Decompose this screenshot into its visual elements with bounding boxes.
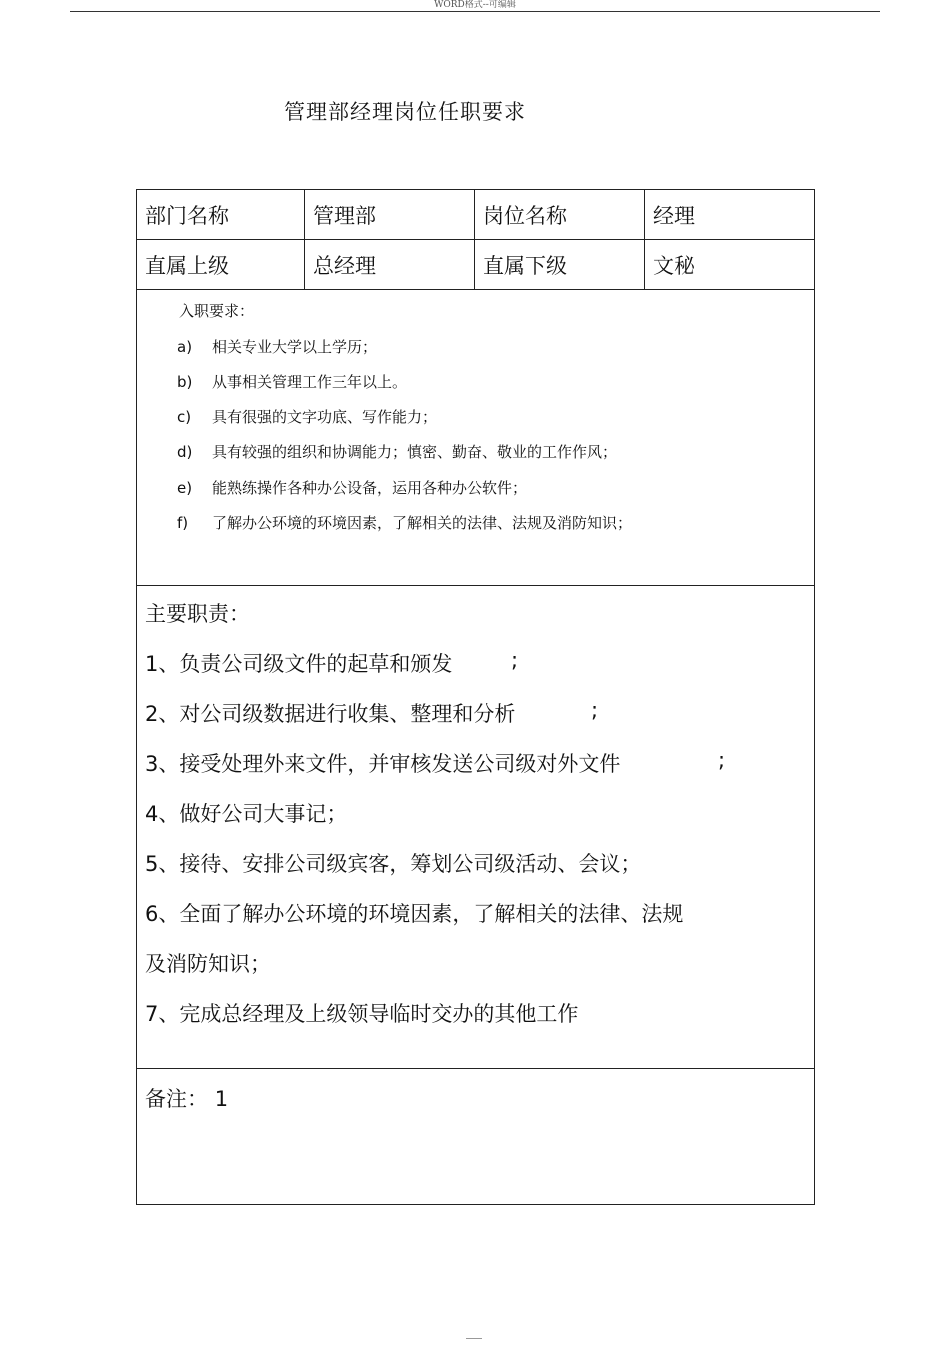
duty-item: 4、做好公司大事记； — [145, 802, 348, 826]
direct-superior-value: 总经理 — [305, 240, 475, 290]
duty-semicolon: ; — [718, 748, 726, 772]
requirements-row — [137, 290, 815, 586]
list-item-text: 了解办公环境的环境因素，了解相关的法律、法规及消防知识； — [212, 514, 633, 532]
list-item — [177, 406, 437, 427]
direct-superior-label: 直属上级 — [137, 240, 305, 290]
footer-mark — [466, 1338, 482, 1339]
position-name-value: 经理 — [645, 190, 815, 240]
notes-value: 1 — [214, 1087, 229, 1111]
dept-name-label: 部门名称 — [137, 190, 305, 240]
list-item-text: 能熟练操作各种办公设备，运用各种办公软件； — [212, 479, 528, 497]
list-marker: d) — [177, 443, 193, 461]
requirements-heading: 入职要求： — [179, 302, 255, 320]
position-name-label: 岗位名称 — [475, 190, 645, 240]
duty-item: 5、接待、安排公司级宾客，筹划公司级活动、会议； — [145, 852, 642, 876]
header-rule — [70, 11, 880, 12]
list-item — [177, 512, 632, 533]
list-item-text: 从事相关管理工作三年以上。 — [212, 373, 408, 391]
direct-subordinate-value: 文秘 — [645, 240, 815, 290]
duties-heading: 主要职责： — [145, 602, 250, 626]
duty-item: 3、接受处理外来文件，并审核发送公司级对外文件 — [145, 752, 621, 776]
notes-label: 备注： — [145, 1087, 208, 1111]
table-row — [137, 240, 815, 290]
duty-semicolon: ; — [511, 648, 519, 672]
dept-name-value: 管理部 — [305, 190, 475, 240]
list-marker: c) — [177, 408, 192, 426]
list-item-text: 具有较强的组织和协调能力；慎密、勤奋、敬业的工作作风； — [212, 443, 618, 461]
document-title: 管理部经理岗位任职要求 — [284, 100, 526, 124]
duty-item: 1、负责公司级文件的起草和颁发 — [145, 652, 453, 676]
duty-item-continued: 及消防知识； — [145, 952, 271, 976]
notes-cell — [137, 1069, 815, 1205]
duties-row — [137, 586, 815, 1069]
duty-item: 6、全面了解办公环境的环境因素，了解相关的法律、法规 — [145, 902, 684, 926]
page-header-text: WORD格式--可编辑 — [434, 0, 516, 10]
list-item-text: 相关专业大学以上学历； — [212, 338, 378, 356]
duties-cell — [137, 586, 815, 1069]
duty-item: 7、完成总经理及上级领导临时交办的其他工作 — [145, 1002, 579, 1026]
table-row — [137, 190, 815, 240]
list-marker: f) — [177, 514, 189, 532]
notes-line — [145, 1083, 228, 1113]
duty-item: 2、对公司级数据进行收集、整理和分析 — [145, 702, 516, 726]
notes-row — [137, 1069, 815, 1205]
list-marker: b) — [177, 373, 193, 391]
duty-semicolon: ; — [591, 698, 599, 722]
job-requirements-table — [136, 189, 815, 1205]
list-item — [177, 336, 377, 357]
requirements-cell — [137, 290, 815, 586]
list-item — [177, 477, 527, 498]
list-item-text: 具有很强的文字功底、写作能力； — [212, 408, 438, 426]
list-item — [177, 441, 617, 462]
list-marker: e) — [177, 479, 193, 497]
direct-subordinate-label: 直属下级 — [475, 240, 645, 290]
list-marker: a) — [177, 338, 193, 356]
list-item — [177, 371, 407, 392]
